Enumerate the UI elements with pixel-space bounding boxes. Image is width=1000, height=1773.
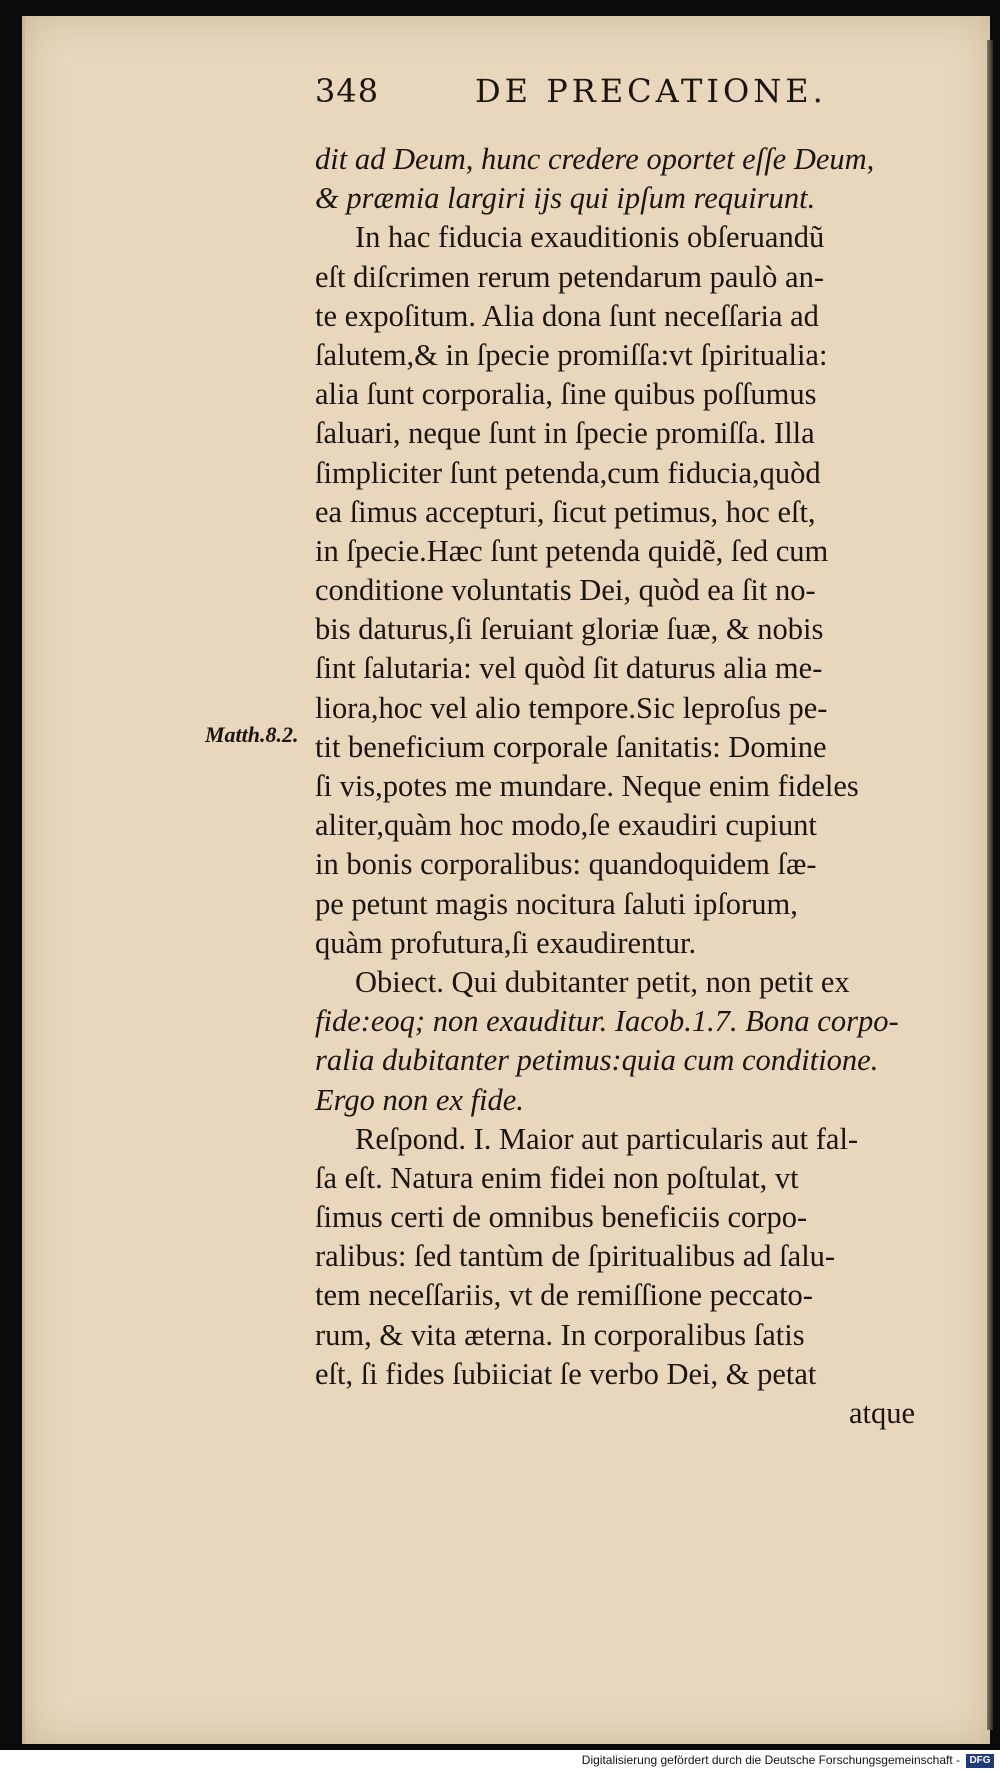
text-line: In hac fiducia exauditionis obſeruandũ [355,220,825,255]
text-line: pe petunt magis nocitura ſaluti ipſorum, [315,886,798,921]
text-line: liora,hoc vel alio tempore.Sic leproſus pe- [315,690,828,725]
text-line: eſt diſcrimen rerum petendarum paulò an- [315,259,824,294]
text-line: quàm profutura,ſi exaudirentur. [315,925,697,960]
text-line: Obiect. Qui dubitanter petit, non petit ex [355,964,850,999]
footer-bar [0,1750,1000,1773]
text-line: ſint ſalutaria: vel quòd ſit daturus alia me- [315,651,823,686]
text-line: ſimus certi de omnibus beneficiis corpo- [315,1200,808,1235]
text-line: ſalutem,& in ſpecie promiſſa:vt ſpiritualia: [315,337,828,372]
page-number: 348 [315,72,380,110]
text-line: ralibus: ſed tantùm de ſpiritualibus ad ſalu- [315,1239,836,1274]
text-line: Reſpond. I. Maior aut particularis aut fal- [355,1121,859,1156]
running-title: DE PRECATIONE. [475,72,827,110]
text-line: te expoſitum. Alia dona ſunt neceſſaria ad [315,298,819,333]
text-line: tem neceſſariis, vt de remiſſione peccato- [315,1278,813,1313]
text-line: dit ad Deum, hunc credere oportet eſſe Deum, [315,142,875,176]
body-text [315,140,915,1433]
text-line: & præmia largiri ijs qui ipſum requirunt. [315,181,816,216]
text-line: atque [848,1396,915,1430]
digitization-credit: Digitalisierung gefördert durch die Deutsche Forschungsgemeinschaft - [581,1753,960,1767]
dfg-logo: DFG [966,1754,994,1768]
page-edge [987,40,993,1730]
marginal-note: Matth.8.2. [205,722,299,747]
text-line: bis daturus,ſi ſeruiant gloriæ ſuæ, & nobis [315,612,824,647]
text-line: ſa eſt. Natura enim fidei non poſtulat, vt [315,1160,799,1195]
text-line: in bonis corporalibus: quandoquidem ſæ- [315,847,817,882]
text-line: in ſpecie.Hæc ſunt petenda quidẽ, ſed cum [315,533,829,568]
text-line: fide:eoq; non exauditur. Iacob.1.7. Bona corpo- [315,1004,899,1039]
text-line: aliter,quàm hoc modo,ſe exaudiri cupiunt [315,808,817,843]
text-line: rum, & vita æterna. In corporalibus ſatis [315,1317,805,1352]
text-line: ralia dubitanter petimus:quia cum conditione. [315,1043,879,1078]
text-line: eſt, ſi fides ſubiiciat ſe verbo Dei, & petat [315,1356,817,1391]
text-line: ea ſimus accepturi, ſicut petimus, hoc eſt, [315,494,816,529]
text-line: ſi vis,potes me mundare. Neque enim fideles [315,769,859,803]
text-line: ſaluari, neque ſunt in ſpecie promiſſa. Illa [315,416,815,451]
text-line: Ergo non ex fide. [315,1082,524,1117]
text-line: conditione voluntatis Dei, quòd ea ſit no- [315,573,816,608]
text-line: tit beneficium corporale ſanitatis: Domine [315,729,827,764]
text-line: alia ſunt corporalia, ſine quibus poſſumus [315,377,817,412]
text-line: ſimpliciter ſunt petenda,cum fiducia,quòd [315,455,821,490]
